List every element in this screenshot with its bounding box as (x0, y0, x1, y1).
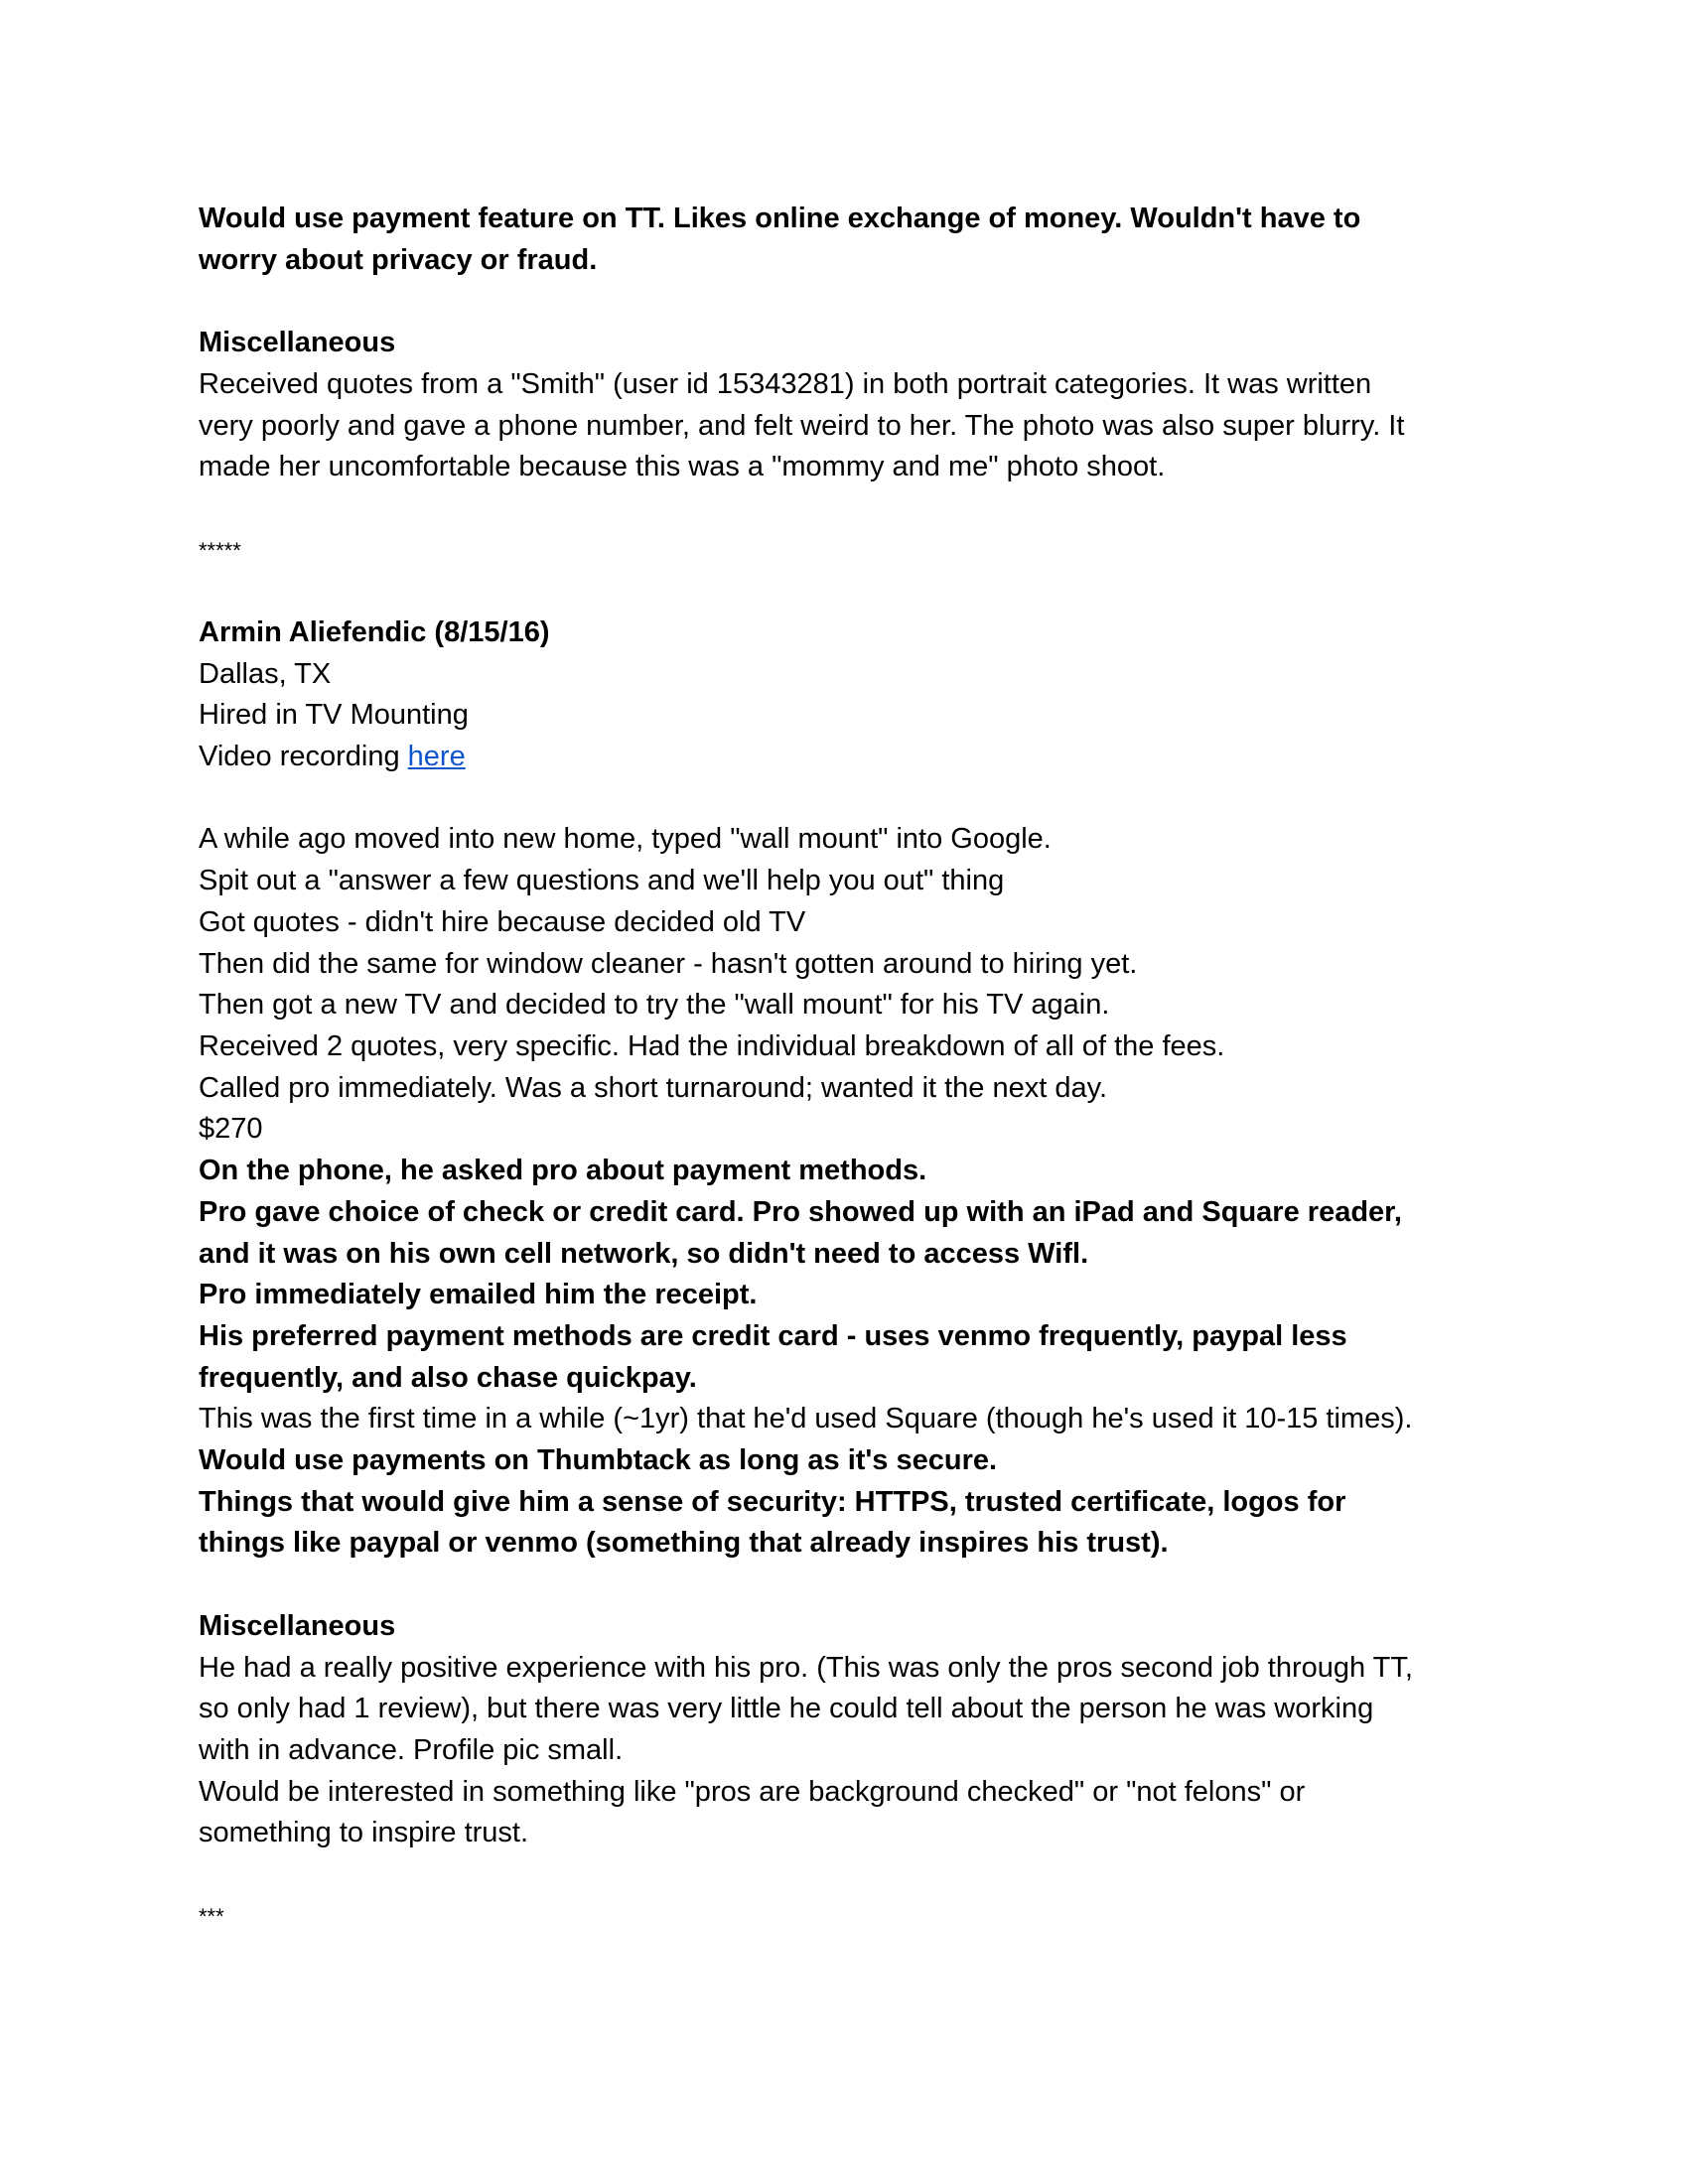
note-line: Then did the same for window cleaner - hasn't gotten around to hiring yet. (199, 947, 1138, 980)
note-line: Then got a new TV and decided to try the "wall mount" for his TV again. (199, 989, 1110, 1022)
note-line: Pro gave choice of check or credit card. Pro showed up with an iPad and Square reader, (199, 1195, 1402, 1228)
misc-line: something to inspire trust. (199, 1817, 529, 1849)
note-line: Would use payments on Thumbtack as long as it's secure. (199, 1444, 998, 1477)
interview-notes (199, 819, 1499, 1565)
misc-line: Would be interested in something like "pros are background checked" or "not felons" or (199, 1775, 1306, 1808)
note-line: Called pro immediately. Was a short turnaround; wanted it the next day. (199, 1071, 1108, 1104)
spacer (199, 778, 1499, 820)
section-separator: *** (199, 1903, 224, 1929)
misc-line: He had a really positive experience with his pro. (This was only the pros second job through TT, (199, 1651, 1413, 1684)
misc-line: very poorly and gave a phone number, and felt weird to her. The photo was also super blurry. It (199, 409, 1405, 442)
misc-line: Received quotes from a "Smith" (user id 15343281) in both portrait categories. It was written (199, 367, 1372, 400)
misc-notes (199, 1648, 1499, 1855)
note-line: and it was on his own cell network, so didn't need to access Wifl. (199, 1237, 1089, 1270)
note-line: A while ago moved into new home, typed "wall mount" into Google. (199, 823, 1052, 856)
note-line: frequently, and also chase quickpay. (199, 1361, 697, 1394)
hired-category: Hired in TV Mounting (199, 699, 469, 732)
note-line: This was the first time in a while (~1yr) that he'd used Square (though he's used it 10-15 times). (199, 1403, 1413, 1435)
misc-line: made her uncomfortable because this was a "mommy and me" photo shoot. (199, 451, 1166, 483)
participant-name: Armin Aliefendic (8/15/16) (199, 615, 550, 648)
note-line: Things that would give him a sense of security: HTTPS, trusted certificate, logos for (199, 1485, 1346, 1518)
misc-heading: Miscellaneous (199, 327, 396, 359)
section-separator: ***** (199, 537, 241, 563)
note-line: $270 (199, 1113, 263, 1146)
note-line: Got quotes - didn't hire because decided old TV (199, 905, 806, 938)
note-line: His preferred payment methods are credit card - uses venmo frequently, paypal less (199, 1319, 1347, 1352)
spacer (199, 488, 1499, 530)
summary-line: worry about privacy or fraud. (199, 243, 598, 276)
participant-location: Dallas, TX (199, 657, 332, 690)
note-line: On the phone, he asked pro about payment methods. (199, 1155, 927, 1187)
note-line: Received 2 quotes, very specific. Had the individual breakdown of all of the fees. (199, 1029, 1225, 1062)
summary-line: Would use payment feature on TT. Likes online exchange of money. Wouldn't have to (199, 203, 1361, 234)
spacer (199, 1565, 1499, 1606)
video-recording-link[interactable]: here (407, 741, 466, 773)
misc-line: so only had 1 review), but there was very little he could tell about the person he was working (199, 1693, 1374, 1725)
video-recording-line (199, 737, 1499, 778)
note-line: Spit out a "answer a few questions and we'll help you out" thing (199, 865, 1005, 897)
note-line: things like paypal or venmo (something that already inspires his trust). (199, 1527, 1169, 1560)
video-recording-label: Video recording (199, 741, 408, 773)
note-line: Pro immediately emailed him the receipt. (199, 1279, 758, 1311)
misc-heading: Miscellaneous (199, 1609, 396, 1642)
spacer (199, 281, 1499, 323)
document-page (199, 199, 1499, 1937)
misc-line: with in advance. Profile pic small. (199, 1733, 624, 1766)
spacer (199, 1854, 1499, 1896)
spacer (199, 571, 1499, 613)
